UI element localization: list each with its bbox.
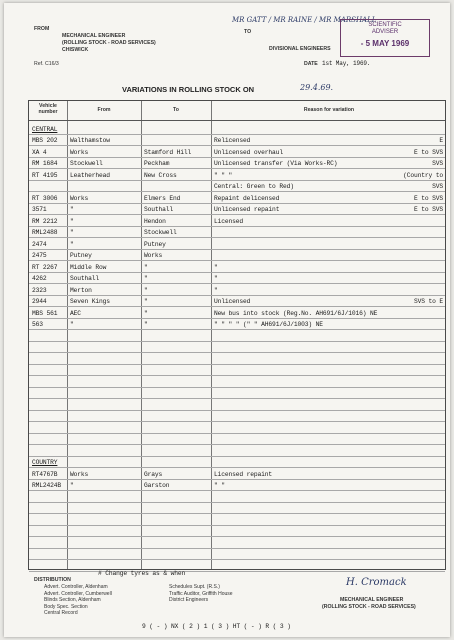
from-cell: Walthamstow <box>70 137 110 144</box>
reason-cell: Licensed <box>214 217 244 225</box>
row-line <box>29 260 445 261</box>
vehicle-number: 2323 <box>32 286 47 294</box>
row-line <box>29 214 445 215</box>
from-cell: " <box>70 240 74 248</box>
reason-cell: Licensed repaint <box>214 470 273 478</box>
to-value: DIVISIONAL ENGINEERS <box>269 46 331 52</box>
col-header-to: To <box>173 107 179 113</box>
section-heading-central: CENTRAL <box>32 125 58 133</box>
to-cell: Stamford Hill <box>144 148 192 156</box>
vehicle-number: RT 3006 <box>32 194 58 202</box>
distribution-item: Advert. Controller, Cumberwell <box>44 590 112 597</box>
distribution-item: Body Spec. Section <box>44 603 88 610</box>
reason-right: E to SVS <box>413 194 443 202</box>
reason-cell: " <box>214 263 218 271</box>
row-line <box>29 375 445 376</box>
from-cell: Stockwell <box>70 160 103 167</box>
distribution-item: Blinds Section, Aldenham <box>44 597 101 603</box>
vehicle-number: RML2424B <box>32 482 62 489</box>
stamp-line-2: ADVISER <box>371 29 399 35</box>
distribution-label: DISTRIBUTION <box>34 577 71 583</box>
variations-table <box>28 100 446 570</box>
vehicle-number: MBS 202 <box>32 137 58 144</box>
vehicle-number: XA 4 <box>32 148 47 156</box>
row-line <box>29 203 445 204</box>
to-label: TO <box>244 29 252 35</box>
col-header-from: From <box>97 107 111 113</box>
to-cell: " <box>144 309 148 317</box>
to-cell: " <box>144 275 148 282</box>
column-divider <box>211 101 212 569</box>
signature: H. Cromack <box>346 577 407 588</box>
from-cell: Merton <box>70 286 92 294</box>
column-divider <box>67 101 68 569</box>
row-line <box>29 525 445 526</box>
reason-right: E <box>439 137 443 144</box>
row-line <box>29 559 445 560</box>
reason-cell: Unlicensed <box>214 298 251 305</box>
to-handwritten: MR GATT / MR RAINE / MR MARSHALL <box>232 16 377 24</box>
row-line <box>29 249 445 250</box>
to-cell: Hendon <box>144 217 166 225</box>
row-line <box>29 444 445 445</box>
reason-cell: " <box>214 275 218 282</box>
reason-cell: " " " <box>214 171 233 179</box>
row-line <box>29 421 445 422</box>
reference: Ref. C16/3 <box>34 61 59 67</box>
to-cell: Putney <box>144 240 166 248</box>
row-line <box>29 283 445 284</box>
reason-right: (Country to <box>403 171 443 179</box>
row-line <box>29 513 445 514</box>
to-cell: Southall <box>144 206 174 213</box>
from-cell: " <box>70 217 74 225</box>
row-line <box>29 433 445 434</box>
from-cell: Works <box>70 470 89 478</box>
row-line <box>29 272 445 273</box>
reason-right: SVS <box>432 183 443 190</box>
section-heading-country: COUNTRY <box>32 459 58 466</box>
document-page <box>4 3 450 637</box>
row-line <box>29 180 445 181</box>
to-cell: Elmers End <box>144 194 181 202</box>
reason-cell: Relicensed <box>214 137 251 144</box>
distribution-item: Traffic Auditor, Griffith House <box>169 590 233 597</box>
col-header-vehicle-line-2: number <box>38 109 58 115</box>
row-line <box>29 536 445 537</box>
reason-cell: " <box>214 286 218 294</box>
row-line <box>29 226 445 227</box>
row-line <box>29 168 445 169</box>
row-line <box>29 398 445 399</box>
page-title: VARIATIONS IN ROLLING STOCK ON <box>122 85 255 94</box>
row-line <box>29 352 445 353</box>
to-cell: New Cross <box>144 171 177 179</box>
row-line <box>29 318 445 319</box>
row-line <box>29 548 445 549</box>
from-cell: Putney <box>70 252 92 259</box>
vehicle-number: 2944 <box>32 298 47 305</box>
from-label: FROM <box>34 26 50 32</box>
from-line-3: CHISWICK <box>62 47 89 53</box>
row-line <box>29 456 445 457</box>
row-line <box>29 341 445 342</box>
title-date: 29.4.69. <box>300 83 334 92</box>
vehicle-number: 2474 <box>32 240 47 248</box>
reason-cell: " " <box>214 482 225 489</box>
vehicle-number: 4262 <box>32 275 47 282</box>
sign-block-line-2: (ROLLING STOCK - ROAD SERVICES) <box>322 604 416 610</box>
from-cell: Works <box>70 194 89 202</box>
reason-cell: Central: Green to Red) <box>214 183 294 190</box>
from-cell: Southall <box>70 275 100 282</box>
to-cell: " <box>144 321 148 328</box>
from-cell: Works <box>70 148 89 156</box>
reason-cell: Repaint delicensed <box>214 194 280 202</box>
header-divider <box>29 120 445 121</box>
to-cell: Works <box>144 252 163 259</box>
distribution-codes: 9 ( - ) NX ( 2 ) 1 ( 3 ) HT ( - ) R ( 3 ) <box>142 623 291 630</box>
vehicle-number: MBS 561 <box>32 309 58 317</box>
row-line <box>29 145 445 146</box>
to-cell: Stockwell <box>144 229 177 236</box>
vehicle-number: RM 2212 <box>32 217 58 225</box>
col-header-reason: Reason for variation <box>303 107 355 113</box>
from-cell: " <box>70 206 74 213</box>
date-label: DATE <box>304 61 318 67</box>
row-line <box>29 237 445 238</box>
received-stamp <box>340 19 430 57</box>
row-line <box>29 479 445 480</box>
row-line <box>29 295 445 296</box>
to-cell: " <box>144 263 148 271</box>
reason-cell: Unlicensed transfer (Via Works-RC) <box>214 160 338 167</box>
distribution-item: Advert. Controller, Aldenham <box>44 584 108 590</box>
to-cell: " <box>144 286 148 294</box>
row-line <box>29 571 445 572</box>
row-line <box>29 502 445 503</box>
vehicle-number: 3571 <box>32 206 47 213</box>
distribution-item: Central Record <box>44 610 78 616</box>
from-cell: Leatherhead <box>70 171 110 179</box>
row-line <box>29 364 445 365</box>
from-cell: " <box>70 229 74 236</box>
row-line <box>29 191 445 192</box>
reason-cell: New bus into stock (Reg.No. AH691/6J/1016) NE <box>214 309 378 317</box>
distribution-item: Schedules Supt. (R.S.) <box>169 584 220 590</box>
distribution-item: District Engineers <box>169 597 209 603</box>
reason-cell: Unlicensed repaint <box>214 206 280 213</box>
row-line <box>29 329 445 330</box>
col-header-vehicle <box>29 103 67 115</box>
to-cell: Peckham <box>144 160 170 167</box>
from-cell: " <box>70 482 74 489</box>
to-cell: " <box>144 298 148 305</box>
column-divider <box>141 101 142 569</box>
reason-right: E to SVS <box>413 148 443 156</box>
vehicle-number: RT 4195 <box>32 171 58 179</box>
from-cell: Middle Row <box>70 263 107 271</box>
reason-right: SVS <box>432 160 443 167</box>
reason-cell: Unlicensed overhaul <box>214 148 283 156</box>
to-cell: Garston <box>144 482 170 489</box>
vehicle-number: RML2488 <box>32 229 58 236</box>
stamp-date: - 5 MAY 1969 <box>360 39 410 48</box>
reason-cell: " " " " (" " AH691/6J/1003) NE <box>214 321 323 328</box>
footnote: # Change tyres as & when <box>98 570 186 577</box>
from-cell: " <box>70 321 74 328</box>
from-cell: AEC <box>70 309 81 317</box>
vehicle-number: RT 2267 <box>32 263 58 271</box>
row-line <box>29 467 445 468</box>
col-header-vehicle-line-1: Vehicle <box>39 103 57 109</box>
vehicle-number: RT4767B <box>32 470 58 478</box>
reason-right: SVS to E <box>413 298 443 305</box>
from-cell: Seven Kings <box>70 298 110 305</box>
row-line <box>29 490 445 491</box>
row-line <box>29 157 445 158</box>
sign-block-line-1: MECHANICAL ENGINEER <box>340 597 404 603</box>
reason-right: E to SVS <box>413 206 443 213</box>
row-line <box>29 410 445 411</box>
from-line-1: MECHANICAL ENGINEER <box>62 33 126 39</box>
row-line <box>29 306 445 307</box>
vehicle-number: 2475 <box>32 252 47 259</box>
row-line <box>29 134 445 135</box>
date-value: 1st May, 1969. <box>322 60 371 67</box>
to-cell: Grays <box>144 470 163 478</box>
vehicle-number: 563 <box>32 321 43 328</box>
from-line-2: (ROLLING STOCK - ROAD SERVICES) <box>62 40 156 46</box>
vehicle-number: RM 1684 <box>32 160 58 167</box>
stamp-line-1: SCIENTIFIC <box>368 22 402 28</box>
row-line <box>29 387 445 388</box>
